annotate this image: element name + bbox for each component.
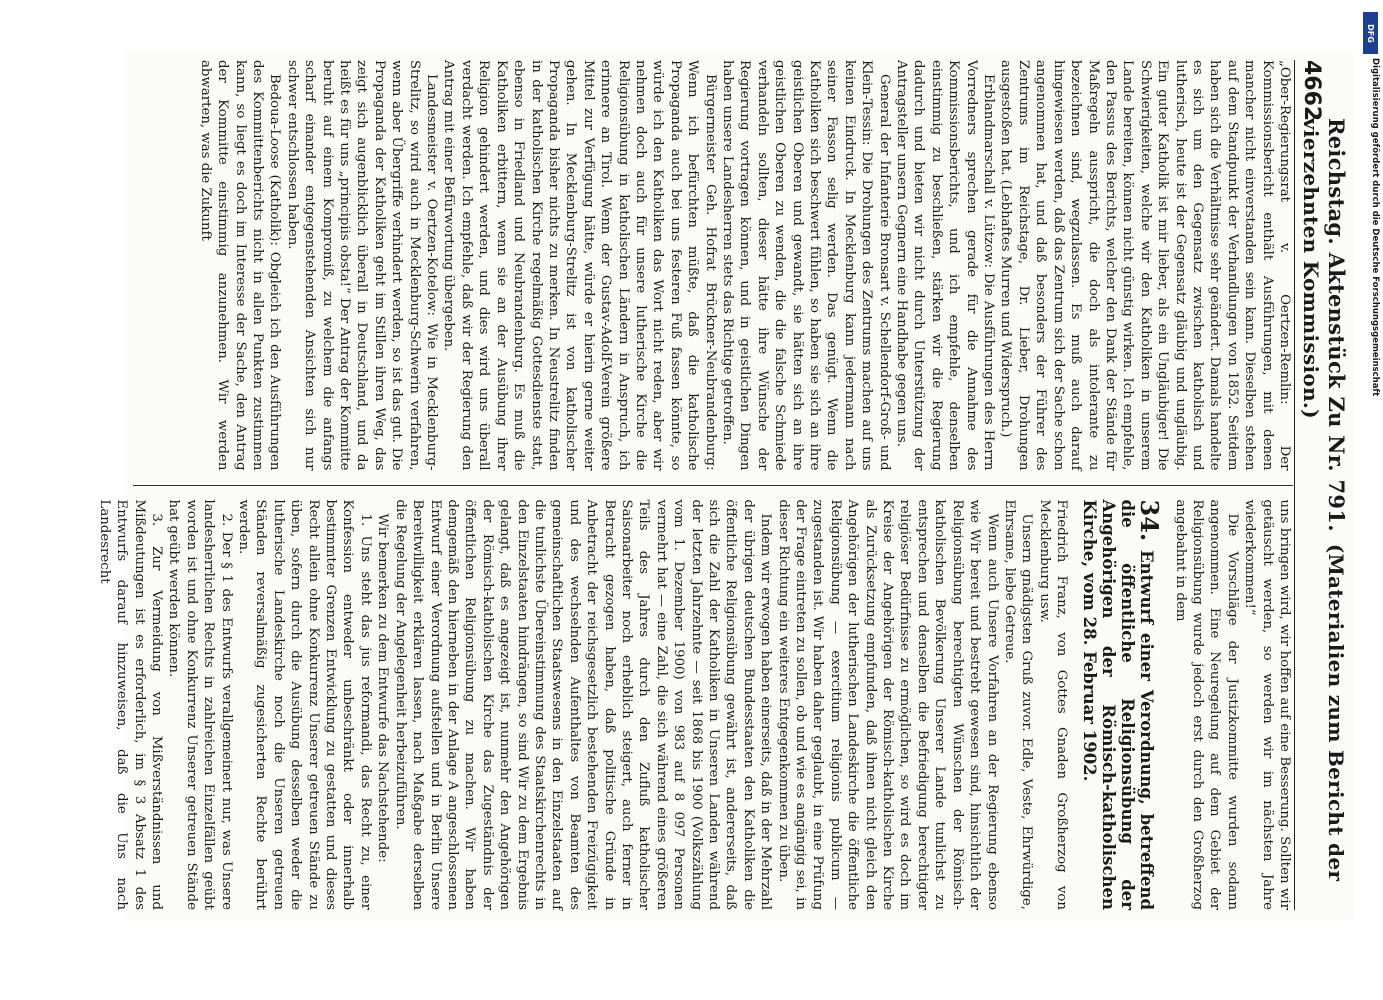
paragraph: Bedoua-Loose (Katholik): Obgleich ich den Ausführungen des Kommittenberichts nicht in allen Punkten zustimmen kann, so liegt es doch im Interesse der Sache, den Antrag der Kommitte einstimmig anzunehmen. Wir werden abwarten, was die Zukunft bbox=[197, 60, 283, 471]
column-divider bbox=[133, 485, 1293, 486]
paragraph: „Ober-Regierungsrat v. Oertzen-Remlin: Der Kommissionsbericht enthält Ausführungen, mit denen mancher nicht einverstanden sein kann. Dieselben stehen auf dem Standpunkt der Verhandlungen von 1852. Seitdem haben sich die Verhältnisse sehr geändert. Damals handelte es sich um den Gegensatz zwischen katholisch und lutherisch, heute ist der Gegensatz gläubig und ungläubig. Ein guter Katholik ist mir lieber, als ein Ungläubiger! Die Schwierigkeiten, welche wir den Katholiken in unserem Lande bereiten, können nicht günstig wirken. Ich empfehle, den Passus des Berichts, welcher den Dank der Stände für Maßregeln ausspricht, die doch als intolerante zu bezeichnen sind, wegzulassen. Es muß auch darauf hingewiesen werden, daß das Zentrum sich der Sache schon angenommen hat, und daß besonders der Führer des Zentrums im Reichstage, Dr. Lieber, Drohungen ausgestoßen hat. (Lebhaftes Murren und Widerspruch.) bbox=[998, 60, 1292, 471]
text-columns bbox=[96, 60, 1293, 910]
rotated-document-page bbox=[96, 50, 1353, 920]
left-column bbox=[133, 60, 1293, 471]
paragraph: Friedrich Franz, von Gottes Gnaden Großherzog von Mecklenburg usw. bbox=[1036, 499, 1070, 910]
paragraph: Bürgermeister Geh. Hofrat Brückner-Neubrandenburg: Wenn ich befürchten müßte, daß die katholische Propaganda auch bei uns festeren Fuß fassen könnte, so würde ich den Katholiken das Wort nicht reden, aber wir nehmen doch auch für unsere lutherische Kirche die Religionsübung in katholischen Ländern in Anspruch, ich erinnere an Tirol. Wenn der Gustav-Adolf-Verein größere Mittel zur Verfügung hätte, würde er hierin gerne weiter gehen. In Mecklenburg-Strelitz ist von katholischer Propaganda bisher nichts zu merken. In Neustrelitz finden in der katholischen Kirche regelmäßig Gottesdienste statt, ebenso in Friedland und Neubrandenburg. Es muß die Katholiken erbittern, wenn sie an der Ausübung ihrer Religion gehindert werden, und dies wird uns überall verdacht werden. Ich empfehle, daß wir der Regierung den Antrag mit einer Befürwortung übergeben. bbox=[441, 60, 718, 471]
paragraph: 1. Uns steht das jus reformandi, das Recht zu, einer Konfession entweder unbeschränkt oder innerhalb bestimmter Grenzen Entwicklung zu gestatten und dieses Recht allein ohne Konkurrenz Unserer getreuen Stände zu üben, sofern durch die Ausübung desselben weder die lutherische Landeskirche noch die Unseren getreuen Ständen reversalmäßig zugesicherten Rechte berührt werden. bbox=[236, 499, 373, 910]
scan-attribution-text: Digitalisierung gefördert durch die Deutsche Forschungsgemeinschaft bbox=[1370, 58, 1380, 397]
paragraph: Wir bemerken zu dem Entwurfe das Nachstehende: bbox=[375, 513, 391, 863]
paragraph: Landesmeister v. Oertzen-Kotelow: Wie in Mecklenburg-Strelitz, so wird auch in Mecklenburg-Schwerin verfahren, wenn aber Übergriffe verhindert werden, so ist das gut. Die Propaganda der Katholiken geht im Stillen ihren Weg, das zeigt sich augenblicklich überall in Deutschland, und da heißt es für uns „principiis obsta!“ Der Antrag der Kommitte beruht auf einem Kompromiß, zu welchem die anfangs scharf einander entgegenstehenden Ansichten sich nur schwer entschlossen haben. bbox=[284, 60, 440, 471]
paragraph: uns bringen wird, wir hoffen auf eine Besserung. Sollten wir getäuscht werden, so werden wir im nächsten Jahre wiederkommen!“ bbox=[1242, 499, 1292, 910]
paragraph: Unsern gnädigsten Gruß zuvor. Edle, Veste, Ehrwürdige, Ehrsame, liebe Getreue. bbox=[1001, 499, 1035, 910]
scan-attribution bbox=[1360, 8, 1382, 988]
section-title: Entwurf einer Verordnung, betreffend die öffentliche Religionsübung der Angehörigen der Römisch-katholischen Kirche, vom 28. Februar 1902. bbox=[1080, 499, 1157, 910]
paragraph: General der Infanterie Bronsart v. Schellendorf-Groß- und Klein-Tessin: Die Drohungen des Zentrums machen auf uns keinen Eindruck. In Mecklenburg kann jedermann nach seiner Fasson selig werden. Das genügt. Wenn die Katholiken sich beschwert fühlen, so haben sie sich an ihre geistlichen Oberen und gewandt, sie hätten sich an ihre geistlichen Oberen zu wenden, die die falsche Schmiede verhandeln sollten, dieser hätte ihre Wünsche der Regierung vortragen können, und in geistlichen Dingen haben unsere Landesherren stets das Richtige getroffen. bbox=[720, 60, 892, 471]
paragraph: Indem wir erwogen haben einerseits, daß in der Mehrzahl der übrigen deutschen Bundesstaaten den Katholiken die öffentliche Religionsübung gewährt ist, andererseits, daß sich die Zahl der Katholiken in Unseren Landen während der letzten Jahrzehnte — seit 1868 bis 1900 (Volkszählung vom 1. Dezember 1900) von 983 auf 8 097 Personen vermehrt hat — eine Zahl, die sich während eines größeren Teils des Jahres durch den Zufluß katholischer Saisonarbeiter noch erheblich steigert, auch ferner in Betracht gezogen haben, daß politische Gründe in Anbetracht der reichsgesetzlich bestehenden Freizügigkeit und des wechselnden Aufenthaltes von Beamten des gemeinschaftlichen Staatswesens in den Einzelstaaten auf die tunlichste Übereinstimmung des Staatskirchenrechts in den Einzelstaaten hindrängen, so sind Wir zu dem Ergebnis gelangt, daß es angezeigt ist, nunmehr den Angehörigen der Römisch-katholischen Kirche das Zugeständnis der öffentlichen Religionsübung zu machen. Wir haben demgemäß den hierneben in der Anlage A angeschlossenen Entwurf einer Verordnung aufstellen und in Berlin Unsere Bereitwilligkeit erklären lassen, nach Maßgabe derselben die Regelung der Angelegenheit herbeizuführen. bbox=[392, 499, 774, 910]
right-column bbox=[96, 499, 1293, 911]
running-title-subtitle: (Materialien zum Bericht der vierzehnten Kommission.) bbox=[1299, 118, 1348, 882]
paragraph: Die Vorschläge der Justizkommitte wurden sodann angenommen. Eine Neuregelung auf dem Gebiet der Religionsübung wurde jedoch erst durch den Großherzog angebahnt in dem bbox=[1172, 499, 1240, 910]
running-title-main: Reichstag. Aktenstück Zu Nr. 791. bbox=[1324, 118, 1349, 532]
paragraph: Erblandmarschall v. Lützow: Die Ausführungen des Herrn Vorredners sprechen gerade für die Annahme des Kommissionsberichts, und ich empfehle, denselben einstimmig zu beschließen, stärken wir die Regierung dadurch und bieten wir nicht durch Unterstützung der Antragsteller unsern Gegnern eine Handhabe gegen uns. bbox=[894, 60, 997, 471]
page-header bbox=[1294, 60, 1349, 910]
running-title bbox=[1299, 118, 1349, 910]
section-heading bbox=[1080, 499, 1165, 911]
section-number: 34. bbox=[1135, 499, 1165, 542]
page-number: 4662 bbox=[1299, 60, 1324, 122]
paragraph: 2. Der § 1 des Entwurfs verallgemeinert nur, was Unsere landesherrlichen Rechts in zahlreichen Einzelfällen geübt worden ist und ohne Konkurrenz Unserer getreuen Stände hat geübt werden können. bbox=[166, 499, 234, 910]
dfg-logo: DFG bbox=[1363, 12, 1378, 54]
paragraph: Wenn auch Unsere Vorfahren an der Regierung ebenso wie Wir bereit und bestrebt gewesen sind, hinsichtlich der Religionsübung berechtigten Wünschen der Römisch-katholischen Bevölkerung Unserer Lande tunlichst zu entsprechen und denselben die Befriedigung berechtigter religiöser Bedürfnisse zu ermöglichen, so wird es doch im Kreise der Angehörigen der Römisch-katholischen Kirche als Zurücksetzung empfunden, daß ihnen nicht gleich den Angehörigen der lutherischen Landeskirche die öffentliche Religionsübung — exercitium religionis publicum — zugestanden ist. Wir haben daher geglaubt, in eine Prüfung der Frage eintreten zu sollen, ob und wie es angängig sei, in dieser Richtung ein weiteres Entgegenkommen zu üben. bbox=[775, 499, 1000, 910]
paragraph: 3. Zur Vermeidung von Mißverständnissen und Mißdeutungen ist es erforderlich, im § 3 Absatz 1 des Entwurfs darauf hinzuweisen, daß die Uns nach Landesrecht bbox=[96, 499, 165, 910]
